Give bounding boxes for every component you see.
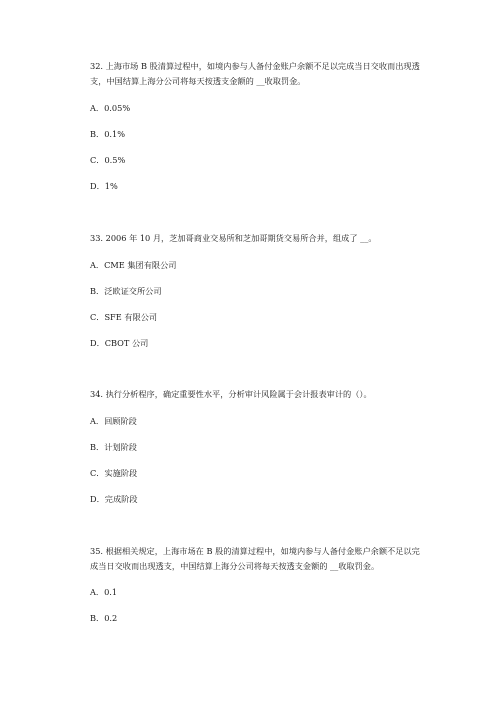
question-34-option-d: D．完成阶段 <box>90 494 138 504</box>
question-32-stem-line-2: 支，中国结算上海分公司将每天按透支金额的 __收取罚金。 <box>90 76 306 86</box>
question-33-stem-line-1: 33. 2006 年 10 月，芝加哥商业交易所和芝加哥期货交易所合并，组成了 __。 <box>90 233 377 243</box>
question-32-option-b: B．0.1% <box>90 129 126 139</box>
question-33-option-a: A．CME 集团有限公司 <box>90 260 177 270</box>
question-34-stem-line-1: 34. 执行分析程序，确定重要性水平，分析审计风险属于会计报表审计的（）。 <box>90 389 372 399</box>
question-34-option-b: B．计划阶段 <box>90 442 137 452</box>
question-34-option-a: A．回顾阶段 <box>90 416 137 426</box>
question-34-option-c: C．实施阶段 <box>90 468 138 478</box>
question-32-option-c: C．0.5% <box>90 155 126 165</box>
question-35-option-b: B．0.2 <box>90 613 118 623</box>
question-33-option-d: D．CBOT 公司 <box>90 338 149 348</box>
question-35-stem-line-2: 成当日交收而出现透支，中国结算上海分公司将每天按透支金额的 __收取罚金。 <box>90 561 380 571</box>
question-35-option-a: A．0.1 <box>90 587 118 597</box>
question-33-option-c: C．SFE 有限公司 <box>90 312 158 322</box>
question-32-option-d: D．1% <box>90 181 118 191</box>
question-32-option-a: A．0.05% <box>90 103 131 113</box>
question-32-stem-line-1: 32. 上海市场 B 股清算过程中，如境内参与人备付金账户余额不足以完成当日交收而出现透 <box>90 61 420 71</box>
question-35-stem-line-1: 35. 根据相关规定，上海市场在 B 股的清算过程中，如境内参与人备付金账户余额不足以完 <box>90 546 420 556</box>
question-33-option-b: B．泛欧证交所公司 <box>90 286 162 296</box>
